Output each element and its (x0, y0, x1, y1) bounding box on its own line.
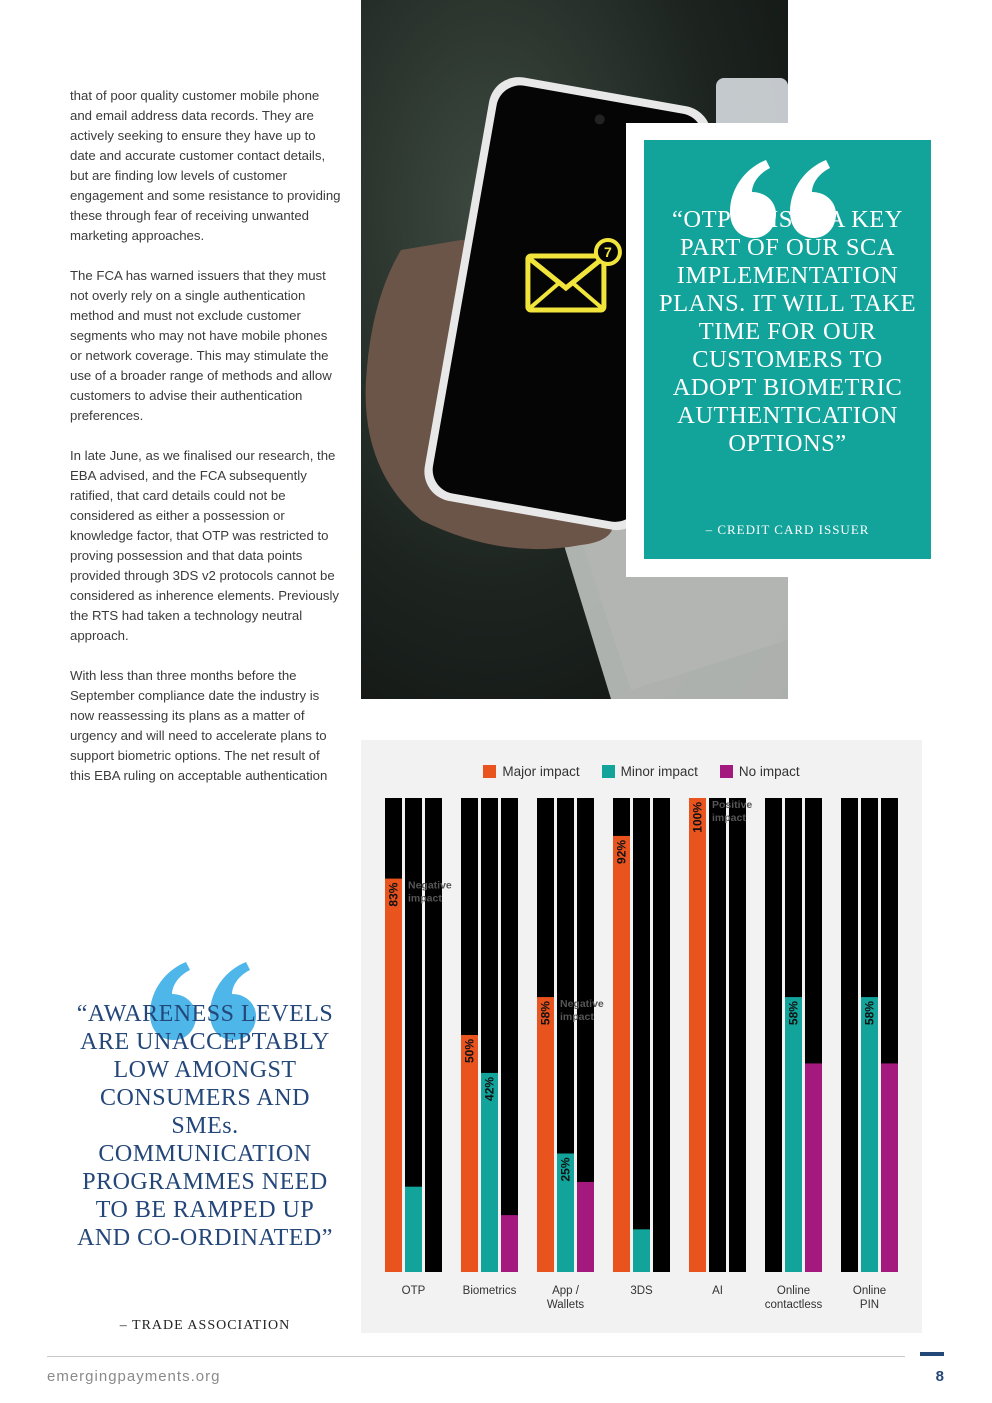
bar (385, 879, 402, 1272)
annotation-label: Negative (408, 879, 452, 892)
category-label: PIN (859, 1299, 880, 1311)
category-label: Wallets (546, 1299, 585, 1311)
legend-label: Major impact (502, 764, 580, 779)
category-label: Biometrics (462, 1285, 517, 1297)
annotation-label: Negative (560, 998, 604, 1011)
category-label: contactless (764, 1299, 823, 1311)
bar-track (633, 798, 650, 1272)
paragraph: that of poor quality customer mobile phone and email address data records. They are actively seeking to ensure they have up to date and accurate customer contact details, but are finding low levels of customer engagement and some resistance to providing these through fear of receiving unwanted marketing approaches. (70, 88, 341, 243)
bar (805, 1063, 822, 1272)
category-label: App / (552, 1285, 579, 1297)
quote-text: “OTP THIS IS A KEY PART OF OUR SCA IMPLEMENTATION PLANS. IT WILL TAKE TIME FOR OUR CUSTOMERS TO ADOPT BIOMETRIC AUTHENTICATION OPTIONS” (658, 206, 917, 457)
bar (461, 1035, 478, 1272)
bar (689, 798, 706, 1272)
data-label: 50% (462, 1039, 477, 1064)
data-label: 58% (538, 1001, 553, 1026)
bar (785, 997, 802, 1272)
annotation-label: Positive (712, 799, 753, 811)
bar (861, 997, 878, 1272)
bar-track (501, 798, 518, 1272)
bar (633, 1229, 650, 1272)
bar (577, 1182, 594, 1272)
footer-accent (920, 1352, 944, 1356)
quote-attribution: – TRADE ASSOCIATION (119, 1318, 291, 1333)
data-label: 58% (862, 1001, 877, 1026)
body-text-column (70, 86, 342, 806)
annotation-label: impact (560, 1011, 594, 1024)
category-label: Online (852, 1285, 887, 1297)
bar (881, 1063, 898, 1272)
legend-label: Minor impact (620, 764, 698, 779)
annotation-label: impact (712, 812, 746, 824)
annotation-label: impact (408, 892, 442, 905)
paragraph: With less than three months before the September compliance date the industry is now reassessing its plans as a matter of urgency and will need to accelerate plans to support biometric options. The net result of this EBA ruling on acceptable authentication (70, 668, 328, 783)
paragraph: The FCA has warned issuers that they must not overly rely on a single authentication method and must not exclude customer segments who may not have mobile phones or network coverage. This may stimulate the use of a broader range of methods and allow customers to advise their authentication preferences. (70, 268, 332, 423)
bar (537, 997, 554, 1272)
legend-label: No impact (738, 764, 800, 779)
bar-track (653, 798, 670, 1272)
chart-plot (361, 740, 922, 1333)
data-label: 58% (786, 1001, 801, 1026)
bar (481, 1073, 498, 1272)
data-label: 83% (386, 882, 401, 907)
bar (501, 1215, 518, 1272)
bar-track (765, 798, 782, 1272)
notification-badge: 7 (604, 243, 612, 260)
paragraph: In late June, as we finalised our research, the EBA advised, and the FCA subsequently ratified, that card details could not be considered as either a possession or knowledge factor, that OTP was restricted to proving possession and that data points provided through 3DS v2 protocols cannot be considered as inherence elements. Previously the RTS had taken a technology neutral approach. (70, 448, 340, 643)
data-label: 25% (558, 1157, 573, 1182)
quote-text: “AWARENESS LEVELS ARE UNACCEPTABLY LOW AMONGST CONSUMERS AND SMEs. COMMUNICATION PROGRAMMES NEED TO BE RAMPED UP AND CO-ORDINATED” (76, 1001, 334, 1251)
data-label: 92% (614, 839, 629, 864)
bar-track (425, 798, 442, 1272)
bar-track (841, 798, 858, 1272)
bar (405, 1187, 422, 1272)
bar-track (709, 798, 726, 1272)
category-label: AI (712, 1285, 723, 1297)
category-label: 3DS (630, 1285, 653, 1297)
bar-track (729, 798, 746, 1272)
impact-chart (361, 740, 922, 1333)
page-number: 8 (935, 1368, 944, 1385)
category-label: OTP (401, 1285, 426, 1297)
bar (613, 836, 630, 1272)
data-label: 42% (482, 1076, 497, 1101)
footer-divider (47, 1356, 905, 1357)
footer-site: emergingpayments.org (47, 1368, 221, 1385)
data-label: 100% (690, 802, 705, 833)
quote-attribution: – CREDIT CARD ISSUER (705, 522, 870, 537)
category-label: Online (776, 1285, 811, 1297)
